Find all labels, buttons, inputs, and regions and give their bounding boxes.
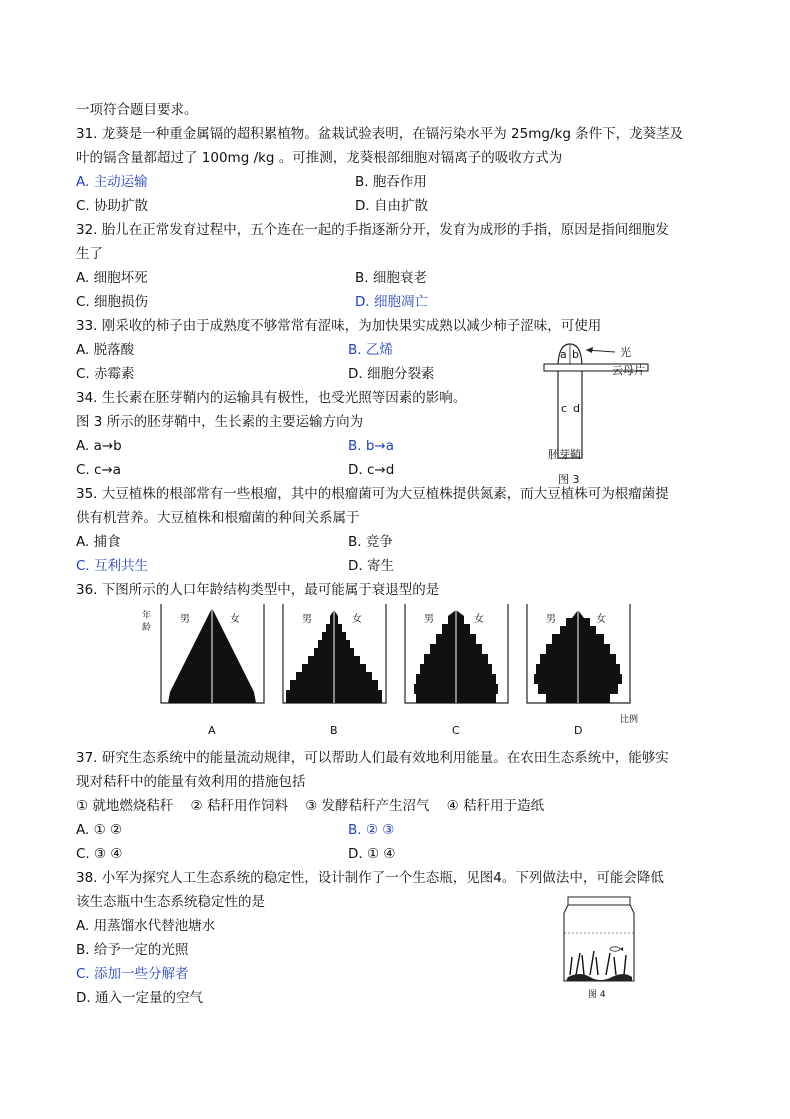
q37-option-a: A. ① ② xyxy=(76,822,123,838)
fig3-label-b: b xyxy=(572,348,579,361)
pyramid-c-female: 女 xyxy=(474,614,484,625)
q35-option-c: C. 互利共生 xyxy=(76,558,149,574)
q31-stem-line1: 31. 龙葵是一种重金属镉的超积累植物。盆栽试验表明，在镉污染水平为 25mg/kg 条件下，龙葵茎及 xyxy=(76,126,684,142)
q32-stem-line1: 32. 胎儿在正常发育过程中，五个连在一起的手指逐渐分开，发育为成形的手指，原因是指间细胞发 xyxy=(76,222,669,238)
population-pyramids-figure xyxy=(140,604,650,744)
q34-option-b: B. b→a xyxy=(348,438,394,454)
q32-option-d: D. 细胞凋亡 xyxy=(355,294,428,310)
fig3-mica-label: 云母片 xyxy=(612,364,645,377)
q38-option-a: A. 用蒸馏水代替池塘水 xyxy=(76,918,216,934)
pyramid-scale-label: 比例 xyxy=(620,715,639,725)
q32-option-c: C. 细胞损伤 xyxy=(76,294,149,310)
q35-option-a: A. 捕食 xyxy=(76,534,121,550)
pyramid-a-female: 女 xyxy=(230,614,240,625)
pyramid-label-c: C xyxy=(452,724,460,737)
q34-option-c: C. c→a xyxy=(76,462,122,478)
pyramid-b-female: 女 xyxy=(352,614,362,625)
fig3-label-a: a xyxy=(560,348,567,361)
pyramid-c-male: 男 xyxy=(424,614,434,625)
pyramid-c xyxy=(404,604,509,704)
q37-stem-line2: 现对秸秆中的能量有效利用的措施包括 xyxy=(76,774,306,790)
fig3-sheath-label: 胚芽鞘 xyxy=(548,448,581,461)
fig3-light-label: 光 xyxy=(620,346,631,359)
q35-stem-line1: 35. 大豆植株的根部常有一些根瘤，其中的根瘤菌可为大豆植株提供氮素，而大豆植株可为根瘤菌提 xyxy=(76,486,669,502)
q33-option-c: C. 赤霉素 xyxy=(76,366,135,382)
q31-option-d: D. 自由扩散 xyxy=(355,198,428,214)
q33-option-b: B. 乙烯 xyxy=(348,342,393,358)
q31-option-b: B. 胞吞作用 xyxy=(355,174,427,190)
q34-stem-line2: 图 3 所示的胚芽鞘中，生长素的主要运输方向为 xyxy=(76,414,364,430)
fig3-label-d: d xyxy=(573,402,580,415)
q38-option-c: C. 添加一些分解者 xyxy=(76,966,189,982)
q38-stem-line2: 该生态瓶中生态系统稳定性的是 xyxy=(76,894,265,910)
q38-option-d: D. 通入一定量的空气 xyxy=(76,990,203,1006)
figure-3-coleoptile xyxy=(530,338,670,488)
q37-statements: ① 就地燃烧秸秆 ② 秸秆用作饲料 ③ 发酵秸秆产生沼气 ④ 秸秆用于造纸 xyxy=(76,798,545,814)
q31-stem-line2: 叶的镉含量都超过了 100mg /kg 。可推测，龙葵根部细胞对镉离子的吸收方式为 xyxy=(76,150,563,166)
q36-stem: 36. 下图所示的人口年龄结构类型中，最可能属于衰退型的是 xyxy=(76,582,440,598)
pyramid-b xyxy=(282,604,387,704)
pyramid-d-male: 男 xyxy=(546,614,556,625)
q34-option-a: A. a→b xyxy=(76,438,122,454)
q33-option-a: A. 脱落酸 xyxy=(76,342,135,358)
q37-option-b: B. ② ③ xyxy=(348,822,395,838)
q34-option-d: D. c→d xyxy=(348,462,395,478)
q38-stem-line1: 38. 小军为探究人工生态系统的稳定性，设计制作了一个生态瓶，见图4。下列做法中，可能会降低 xyxy=(76,870,664,886)
pyramid-label-b: B xyxy=(330,724,338,737)
q35-option-b: B. 竞争 xyxy=(348,534,393,550)
q37-option-c: C. ③ ④ xyxy=(76,846,123,862)
q37-stem-line1: 37. 研究生态系统中的能量流动规律，可以帮助人们最有效地利用能量。在农田生态系统中，能够实 xyxy=(76,750,669,766)
q32-option-a: A. 细胞坏死 xyxy=(76,270,148,286)
q38-option-b: B. 给予一定的光照 xyxy=(76,942,189,958)
q31-option-a: A. 主动运输 xyxy=(76,174,148,190)
intro-text: 一项符合题目要求。 xyxy=(76,102,198,118)
figure-4-eco-bottle xyxy=(560,895,640,1005)
fig3-caption: 图 3 xyxy=(558,473,580,486)
pyramid-b-male: 男 xyxy=(302,614,312,625)
fig3-label-c: c xyxy=(561,402,568,415)
q33-option-d: D. 细胞分裂素 xyxy=(348,366,435,382)
q34-stem-line1: 34. 生长素在胚芽鞘内的运输具有极性，也受光照等因素的影响。 xyxy=(76,390,467,406)
pyramid-a xyxy=(160,604,265,704)
q32-option-b: B. 细胞衰老 xyxy=(355,270,427,286)
q32-stem-line2: 生了 xyxy=(76,246,103,262)
pyramid-a-male: 男 xyxy=(180,614,190,625)
pyramid-age-axis-label: 年龄 xyxy=(142,611,152,633)
pyramid-d-female: 女 xyxy=(596,614,606,625)
pyramid-d xyxy=(526,604,631,704)
fig4-caption: 图 4 xyxy=(588,990,606,1000)
q31-option-c: C. 协助扩散 xyxy=(76,198,149,214)
q37-option-d: D. ① ④ xyxy=(348,846,396,862)
q35-stem-line2: 供有机营养。大豆植株和根瘤菌的种间关系属于 xyxy=(76,510,360,526)
pyramid-label-d: D xyxy=(574,724,583,737)
pyramid-label-a: A xyxy=(208,724,216,737)
q35-option-d: D. 寄生 xyxy=(348,558,394,574)
q33-stem: 33. 刚采收的柿子由于成熟度不够常常有涩味，为加快果实成熟以减少柿子涩味，可使用 xyxy=(76,318,602,334)
